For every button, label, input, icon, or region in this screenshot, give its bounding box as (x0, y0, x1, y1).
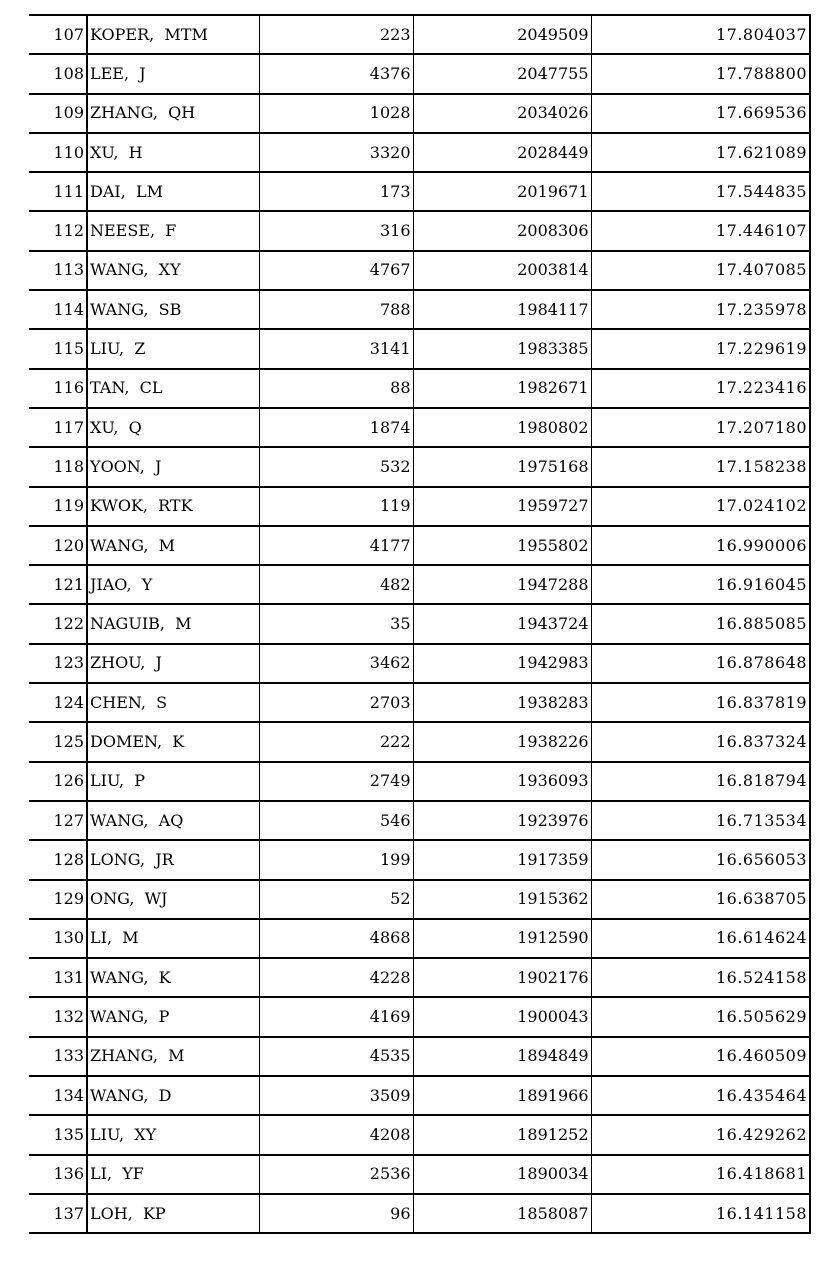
cell-rank: 124 (29, 683, 87, 722)
cell-count: 222 (259, 722, 413, 761)
cell-score: 16.656053 (591, 840, 810, 879)
cell-score: 16.524158 (591, 958, 810, 997)
cell-rank: 129 (29, 880, 87, 919)
cell-count: 3509 (259, 1076, 413, 1115)
cell-total: 1890034 (413, 1155, 591, 1194)
cell-count: 1028 (259, 94, 413, 133)
cell-name: ZHOU, J (87, 644, 259, 683)
cell-name: ZHANG, QH (87, 94, 259, 133)
table-row (29, 919, 810, 958)
cell-name: WANG, SB (87, 290, 259, 329)
cell-score: 17.229619 (591, 329, 810, 368)
cell-name: TAN, CL (87, 369, 259, 408)
table-row (29, 369, 810, 408)
cell-rank: 128 (29, 840, 87, 879)
ranking-table-container (29, 14, 811, 1234)
cell-count: 4177 (259, 526, 413, 565)
cell-rank: 126 (29, 762, 87, 801)
cell-rank: 112 (29, 211, 87, 250)
table-row (29, 1037, 810, 1076)
cell-rank: 130 (29, 919, 87, 958)
cell-count: 88 (259, 369, 413, 408)
cell-name: NAGUIB, M (87, 604, 259, 643)
ranking-table (29, 14, 811, 1234)
cell-name: LEE, J (87, 54, 259, 93)
cell-count: 4208 (259, 1115, 413, 1154)
cell-total: 1917359 (413, 840, 591, 879)
cell-total: 1891966 (413, 1076, 591, 1115)
cell-score: 16.878648 (591, 644, 810, 683)
table-row (29, 565, 810, 604)
cell-score: 16.713534 (591, 801, 810, 840)
cell-count: 532 (259, 447, 413, 486)
table-row (29, 526, 810, 565)
cell-score: 16.460509 (591, 1037, 810, 1076)
cell-name: WANG, P (87, 997, 259, 1036)
cell-score: 17.235978 (591, 290, 810, 329)
cell-score: 16.141158 (591, 1194, 810, 1233)
cell-count: 4767 (259, 251, 413, 290)
cell-score: 16.505629 (591, 997, 810, 1036)
cell-rank: 108 (29, 54, 87, 93)
cell-count: 788 (259, 290, 413, 329)
cell-rank: 134 (29, 1076, 87, 1115)
cell-count: 3320 (259, 133, 413, 172)
cell-total: 1938226 (413, 722, 591, 761)
table-row (29, 1076, 810, 1115)
cell-count: 35 (259, 604, 413, 643)
cell-count: 1874 (259, 408, 413, 447)
table-row (29, 801, 810, 840)
cell-total: 1858087 (413, 1194, 591, 1233)
cell-total: 1912590 (413, 919, 591, 958)
ranking-table-body (29, 15, 810, 1233)
cell-score: 16.885085 (591, 604, 810, 643)
table-row (29, 447, 810, 486)
cell-name: YOON, J (87, 447, 259, 486)
cell-count: 119 (259, 487, 413, 526)
cell-name: ZHANG, M (87, 1037, 259, 1076)
cell-rank: 137 (29, 1194, 87, 1233)
table-row (29, 211, 810, 250)
table-row (29, 683, 810, 722)
cell-score: 17.024102 (591, 487, 810, 526)
cell-total: 2049509 (413, 15, 591, 54)
cell-count: 546 (259, 801, 413, 840)
table-row (29, 762, 810, 801)
table-row (29, 997, 810, 1036)
cell-total: 2028449 (413, 133, 591, 172)
table-row (29, 94, 810, 133)
cell-count: 173 (259, 172, 413, 211)
cell-rank: 120 (29, 526, 87, 565)
cell-rank: 123 (29, 644, 87, 683)
cell-name: JIAO, Y (87, 565, 259, 604)
cell-total: 1894849 (413, 1037, 591, 1076)
cell-score: 17.207180 (591, 408, 810, 447)
cell-name: LIU, XY (87, 1115, 259, 1154)
cell-score: 17.158238 (591, 447, 810, 486)
cell-score: 16.614624 (591, 919, 810, 958)
cell-total: 1943724 (413, 604, 591, 643)
cell-rank: 117 (29, 408, 87, 447)
cell-total: 1891252 (413, 1115, 591, 1154)
table-row (29, 840, 810, 879)
cell-count: 2703 (259, 683, 413, 722)
cell-name: WANG, M (87, 526, 259, 565)
table-row (29, 1155, 810, 1194)
cell-rank: 115 (29, 329, 87, 368)
table-row (29, 958, 810, 997)
cell-name: XU, Q (87, 408, 259, 447)
cell-total: 2003814 (413, 251, 591, 290)
cell-total: 1902176 (413, 958, 591, 997)
cell-name: LIU, P (87, 762, 259, 801)
cell-total: 1923976 (413, 801, 591, 840)
cell-name: CHEN, S (87, 683, 259, 722)
cell-count: 223 (259, 15, 413, 54)
cell-count: 4228 (259, 958, 413, 997)
cell-score: 16.990006 (591, 526, 810, 565)
cell-total: 1936093 (413, 762, 591, 801)
cell-count: 482 (259, 565, 413, 604)
cell-name: LIU, Z (87, 329, 259, 368)
cell-rank: 110 (29, 133, 87, 172)
cell-rank: 122 (29, 604, 87, 643)
cell-rank: 109 (29, 94, 87, 133)
table-row (29, 487, 810, 526)
cell-name: WANG, XY (87, 251, 259, 290)
cell-score: 16.916045 (591, 565, 810, 604)
cell-total: 1980802 (413, 408, 591, 447)
cell-score: 17.446107 (591, 211, 810, 250)
cell-count: 4169 (259, 997, 413, 1036)
cell-rank: 107 (29, 15, 87, 54)
cell-total: 1975168 (413, 447, 591, 486)
table-row (29, 251, 810, 290)
cell-rank: 136 (29, 1155, 87, 1194)
cell-total: 2034026 (413, 94, 591, 133)
cell-count: 52 (259, 880, 413, 919)
cell-total: 1955802 (413, 526, 591, 565)
cell-score: 17.621089 (591, 133, 810, 172)
cell-score: 17.544835 (591, 172, 810, 211)
table-row (29, 290, 810, 329)
cell-total: 1947288 (413, 565, 591, 604)
cell-score: 16.435464 (591, 1076, 810, 1115)
cell-rank: 116 (29, 369, 87, 408)
cell-rank: 135 (29, 1115, 87, 1154)
table-row (29, 644, 810, 683)
cell-score: 16.638705 (591, 880, 810, 919)
cell-total: 2047755 (413, 54, 591, 93)
table-row (29, 880, 810, 919)
cell-name: WANG, AQ (87, 801, 259, 840)
cell-rank: 119 (29, 487, 87, 526)
cell-name: KWOK, RTK (87, 487, 259, 526)
cell-score: 16.837819 (591, 683, 810, 722)
cell-name: DOMEN, K (87, 722, 259, 761)
cell-rank: 114 (29, 290, 87, 329)
cell-count: 4535 (259, 1037, 413, 1076)
cell-total: 2019671 (413, 172, 591, 211)
cell-count: 4376 (259, 54, 413, 93)
cell-count: 316 (259, 211, 413, 250)
cell-score: 16.418681 (591, 1155, 810, 1194)
table-row (29, 604, 810, 643)
cell-score: 17.804037 (591, 15, 810, 54)
cell-total: 1959727 (413, 487, 591, 526)
cell-score: 16.818794 (591, 762, 810, 801)
cell-name: NEESE, F (87, 211, 259, 250)
cell-name: DAI, LM (87, 172, 259, 211)
cell-rank: 111 (29, 172, 87, 211)
cell-name: LOH, KP (87, 1194, 259, 1233)
cell-rank: 121 (29, 565, 87, 604)
cell-count: 4868 (259, 919, 413, 958)
cell-count: 96 (259, 1194, 413, 1233)
table-row (29, 408, 810, 447)
cell-score: 16.429262 (591, 1115, 810, 1154)
cell-rank: 125 (29, 722, 87, 761)
cell-count: 3141 (259, 329, 413, 368)
cell-score: 16.837324 (591, 722, 810, 761)
cell-name: XU, H (87, 133, 259, 172)
cell-total: 1900043 (413, 997, 591, 1036)
cell-name: LONG, JR (87, 840, 259, 879)
table-row (29, 1194, 810, 1233)
cell-count: 2749 (259, 762, 413, 801)
table-row (29, 15, 810, 54)
cell-rank: 132 (29, 997, 87, 1036)
cell-rank: 133 (29, 1037, 87, 1076)
cell-score: 17.788800 (591, 54, 810, 93)
cell-total: 1942983 (413, 644, 591, 683)
cell-count: 3462 (259, 644, 413, 683)
cell-total: 1983385 (413, 329, 591, 368)
cell-score: 17.669536 (591, 94, 810, 133)
cell-total: 1938283 (413, 683, 591, 722)
cell-name: LI, M (87, 919, 259, 958)
cell-name: LI, YF (87, 1155, 259, 1194)
cell-count: 2536 (259, 1155, 413, 1194)
table-row (29, 329, 810, 368)
cell-score: 17.407085 (591, 251, 810, 290)
cell-rank: 113 (29, 251, 87, 290)
table-row (29, 1115, 810, 1154)
cell-name: WANG, K (87, 958, 259, 997)
cell-rank: 127 (29, 801, 87, 840)
table-row (29, 722, 810, 761)
cell-score: 17.223416 (591, 369, 810, 408)
cell-total: 2008306 (413, 211, 591, 250)
table-row (29, 133, 810, 172)
cell-count: 199 (259, 840, 413, 879)
cell-name: WANG, D (87, 1076, 259, 1115)
cell-rank: 131 (29, 958, 87, 997)
cell-total: 1984117 (413, 290, 591, 329)
cell-name: ONG, WJ (87, 880, 259, 919)
cell-total: 1982671 (413, 369, 591, 408)
table-row (29, 172, 810, 211)
table-row (29, 54, 810, 93)
cell-total: 1915362 (413, 880, 591, 919)
cell-rank: 118 (29, 447, 87, 486)
cell-name: KOPER, MTM (87, 15, 259, 54)
